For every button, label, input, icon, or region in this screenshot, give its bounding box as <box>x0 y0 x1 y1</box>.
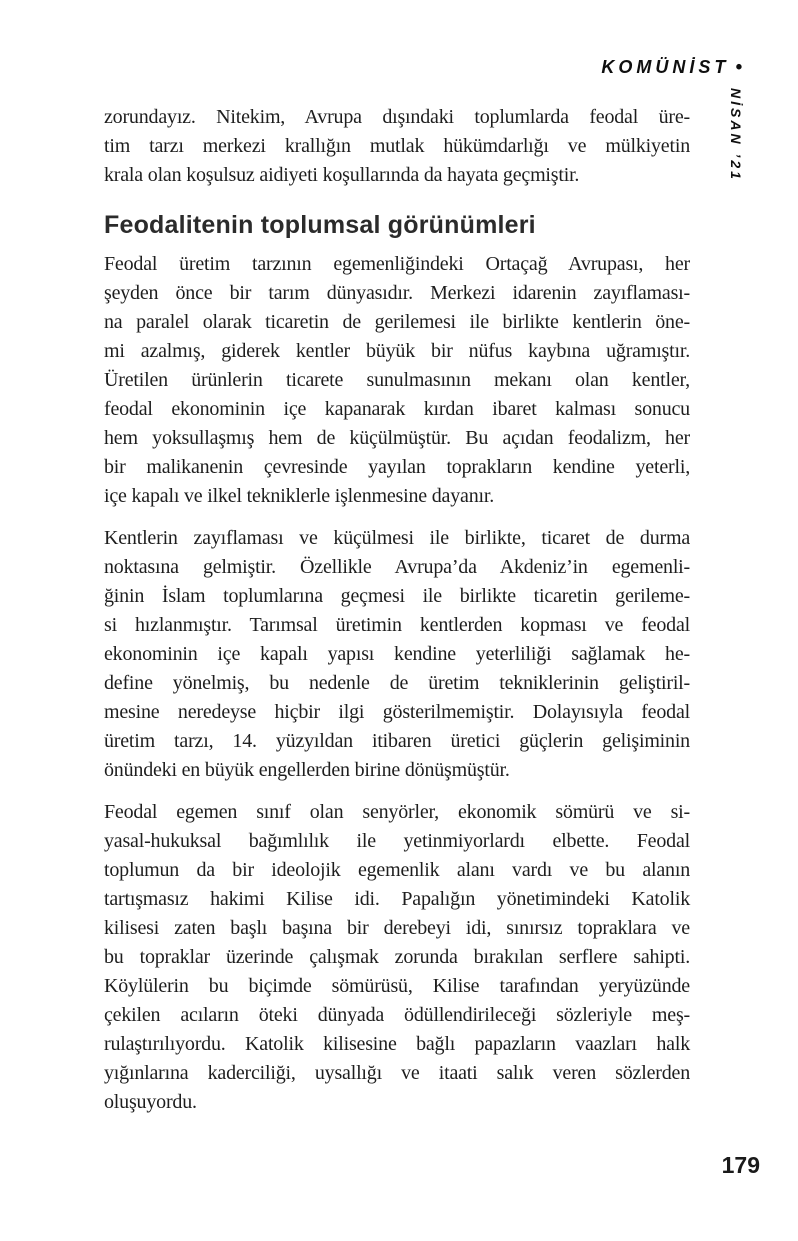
text-line: bu topraklar üzerinde çalışmak zorunda bırakılan serflere sahipti. <box>104 946 690 968</box>
text-line: Feodal egemen sınıf olan senyörler, ekonomik sömürü ve si- <box>104 801 690 823</box>
text-line: define yönelmiş, bu nedenle de üretim tekniklerinin geliştiril- <box>104 672 690 694</box>
text-line: Feodal üretim tarzının egemenliğindeki Ortaçağ Avrupası, her <box>104 253 690 275</box>
text-line: Köylülerin bu biçimde sömürüsü, Kilise tarafından yeryüzünde <box>104 975 690 997</box>
section-heading: Feodalitenin toplumsal görünümleri <box>104 211 536 239</box>
text-line: krala olan koşulsuz aidiyeti koşullarında da hayata geçmiştir. <box>104 164 580 186</box>
issue-date-vertical: NİSAN ’21 <box>728 88 744 182</box>
paragraph <box>104 250 690 511</box>
text-line: bir malikanenin çevresinde yayılan toprakların kendine yeterli, <box>104 456 690 478</box>
text-line: şeyden önce bir tarım dünyasıdır. Merkezi idarenin zayıflaması- <box>104 282 690 304</box>
intro-paragraphs <box>104 103 690 190</box>
text-line: ğinin İslam toplumlarına geçmesi ile birlikte ticaretin gerileme- <box>104 585 690 607</box>
masthead <box>601 57 742 79</box>
text-line: feodal ekonominin içe kapanarak kırdan ibaret kalması sonucu <box>104 398 690 420</box>
section-paragraphs <box>104 250 690 1117</box>
paragraph <box>104 524 690 785</box>
text-line: çekilen acıların öteki dünyada ödüllendirileceği sözleriyle meş- <box>104 1004 690 1026</box>
text-line: zorundayız. Nitekim, Avrupa dışındaki toplumlarda feodal üre- <box>104 106 690 128</box>
text-line: mesine neredeyse hiçbir ilgi gösterilmemiştir. Dolayısıyla feodal <box>104 701 690 723</box>
text-line: na paralel olarak ticaretin de gerilemesi ile birlikte kentlerin öne- <box>104 311 690 333</box>
magazine-title: KOMÜNİST <box>601 57 730 77</box>
text-line: toplumun da bir ideolojik egemenlik alanı vardı ve bu alanın <box>104 859 690 881</box>
text-line: oluşuyordu. <box>104 1091 197 1113</box>
text-line: yığınlarına kaderciliği, uysallığı ve itaati salık veren sözlerden <box>104 1062 690 1084</box>
text-line: Üretilen ürünlerin ticarete sunulmasının mekanı olan kentler, <box>104 369 690 391</box>
paragraph <box>104 103 690 190</box>
text-line: noktasına gelmiştir. Özellikle Avrupa’da Akdeniz’in egemenli- <box>104 556 690 578</box>
text-line: mi azalmış, giderek kentler büyük bir nüfus kaybına uğramıştır. <box>104 340 690 362</box>
text-line: yasal-hukuksal bağımlılık ile yetinmiyorlardı elbette. Feodal <box>104 830 690 852</box>
text-line: si hızlanmıştır. Tarımsal üretimin kentlerden kopması ve feodal <box>104 614 690 636</box>
text-line: Kentlerin zayıflaması ve küçülmesi ile birlikte, ticaret de durma <box>104 527 690 549</box>
text-line: tim tarzı merkezi krallığın mutlak hükümdarlığı ve mülkiyetin <box>104 135 690 157</box>
text-line: üretim tarzı, 14. yüzyıldan itibaren üretici güçlerin gelişiminin <box>104 730 690 752</box>
text-line: hem yoksullaşmış hem de küçülmüştür. Bu açıdan feodalizm, her <box>104 427 690 449</box>
text-line: içe kapalı ve ilkel tekniklerle işlenmesine dayanır. <box>104 485 495 507</box>
article-content <box>104 103 690 1130</box>
text-line: önündeki en büyük engellerden birine dönüşmüştür. <box>104 759 510 781</box>
masthead-bullet-icon: • <box>735 57 742 78</box>
text-line: ekonominin içe kapalı yapısı kendine yeterliliği sağlamak he- <box>104 643 690 665</box>
paragraph <box>104 798 690 1117</box>
page-number: 179 <box>721 1152 760 1178</box>
text-line: kilisesi zaten başlı başına bir derebeyi idi, sınırsız topraklara ve <box>104 917 690 939</box>
text-line: tartışmasız hakimi Kilise idi. Papalığın yönetimindeki Katolik <box>104 888 690 910</box>
text-line: rulaştırılıyordu. Katolik kilisesine bağlı papazların vaazları halk <box>104 1033 690 1055</box>
